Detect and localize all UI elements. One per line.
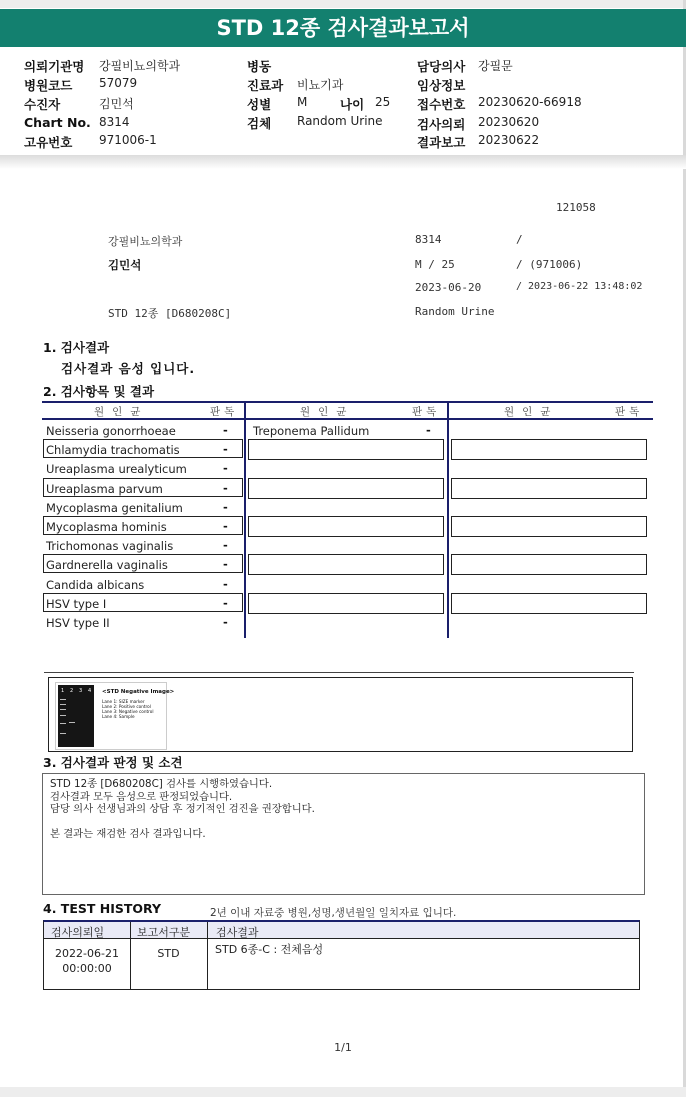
institution-value: 강필비뇨의학과: [99, 59, 181, 73]
lane-number: 4: [88, 688, 92, 694]
gel-legend-line: Lane 2: Positive control: [102, 704, 151, 709]
pathogen-result: -: [223, 615, 228, 629]
detail-birth: / (971006): [516, 258, 583, 271]
detail-id: 121058: [556, 201, 596, 214]
gel-top-rule: [44, 672, 634, 673]
window-top-frame: [0, 0, 686, 8]
history-header-row: [44, 922, 639, 939]
history-column-separator: [207, 922, 208, 990]
detail-report-time: / 2023-06-22 13:48:02: [516, 281, 643, 292]
report-title: STD 12종 검사결과보고서: [0, 9, 686, 47]
lane-number: 3: [79, 688, 83, 694]
age-value: 25: [375, 95, 391, 109]
report-label: 결과보고: [417, 135, 466, 150]
history-table: [43, 920, 640, 990]
detail-slash: /: [516, 233, 523, 246]
page-number: 1/1: [334, 1041, 352, 1054]
empty-cell: [248, 593, 444, 614]
ward-label: 병동: [247, 59, 272, 74]
doctor-value: 강필문: [478, 59, 513, 73]
opinion-line: 검사결과 모두 음성으로 판정되었습니다.: [50, 790, 233, 803]
gel-band: [60, 704, 66, 705]
pathogen-name: Gardnerella vaginalis: [46, 558, 168, 572]
age-label: 나이: [340, 97, 365, 112]
gel-band: [60, 709, 66, 710]
pathogen-result: -: [223, 500, 228, 514]
specimen-label: 검체: [247, 116, 272, 131]
receipt-value: 20230620-66918: [478, 95, 582, 109]
pathogen-name: Ureaplasma urealyticum: [46, 462, 187, 476]
gel-title: <STD Negative Image>: [102, 689, 175, 695]
detail-specimen: Random Urine: [415, 305, 495, 318]
empty-cell: [451, 478, 647, 499]
col1-pathogen-header: 원인균: [94, 406, 149, 418]
pathogen-result: -: [223, 461, 228, 475]
section1-summary: 검사결과 음성 입니다.: [61, 361, 196, 376]
pathogen-result: -: [223, 557, 228, 571]
pathogen-result: -: [223, 481, 228, 495]
sex-label: 성별: [247, 97, 272, 112]
history-type: STD: [157, 947, 180, 960]
examinee-value: 김민석: [99, 97, 134, 111]
empty-cell: [451, 554, 647, 575]
opinion-line: [50, 816, 637, 829]
detail-name: 김민석: [108, 258, 142, 272]
history-header-date: 검사의뢰일: [51, 926, 105, 939]
empty-cell: [451, 593, 647, 614]
history-header-result: 검사결과: [216, 926, 259, 939]
request-value: 20230620: [478, 115, 540, 129]
gel-band: [60, 723, 66, 724]
pathogen-name: Ureaplasma parvum: [46, 482, 163, 496]
gel-legend-line: Lane 4: Sample: [102, 714, 135, 719]
result-table: [42, 401, 653, 638]
pathogen-name: Treponema Pallidum: [253, 424, 370, 438]
examinee-label: 수진자: [24, 97, 61, 112]
gel-image-frame: [48, 677, 633, 752]
gel-legend-line: Lane 1: SIZE marker: [102, 699, 145, 704]
pathogen-name: Chlamydia trachomatis: [46, 443, 180, 457]
doctor-label: 담당의사: [417, 59, 466, 74]
opinion-line: STD 12종 [D680208C] 검사를 시행하였습니다.: [50, 778, 273, 790]
opinion-box: [42, 773, 645, 895]
header-divider: [0, 155, 686, 169]
dept-label: 진료과: [247, 78, 284, 93]
receipt-label: 접수번호: [417, 97, 466, 112]
empty-cell: [451, 439, 647, 460]
section1-title: 1. 검사결과: [43, 340, 110, 355]
history-time: 00:00:00: [62, 962, 112, 975]
history-note: 2년 이내 자료중 병원,성명,생년월일 일치자료 입니다.: [210, 907, 457, 919]
section2-title: 2. 검사항목 및 결과: [43, 384, 155, 399]
dept-value: 비뇨기과: [297, 78, 344, 92]
pathogen-name: HSV type I: [46, 597, 107, 611]
unique-label: 고유번호: [24, 135, 73, 150]
detail-test: STD 12종 [D680208C]: [108, 307, 232, 320]
section4-title: 4. TEST HISTORY: [43, 901, 162, 916]
sex-value: M: [297, 95, 308, 109]
code-value: 57079: [99, 76, 138, 90]
col2-judgment-header: 판독: [412, 406, 441, 418]
column-separator: [447, 401, 449, 638]
specimen-value: Random Urine: [297, 114, 383, 128]
pathogen-result: -: [223, 596, 228, 610]
history-header-type: 보고서구분: [137, 926, 191, 939]
pathogen-result: -: [223, 538, 228, 552]
pathogen-result: -: [223, 442, 228, 456]
lane-number: 2: [70, 688, 74, 694]
pathogen-name: Trichomonas vaginalis: [46, 539, 174, 553]
pathogen-result: -: [223, 519, 228, 533]
col2-pathogen-header: 원인균: [300, 406, 355, 418]
pathogen-name: Mycoplasma genitalium: [46, 501, 183, 515]
gel-band: [69, 722, 75, 723]
chart-value: 8314: [99, 115, 130, 129]
empty-cell: [248, 554, 444, 575]
col1-judgment-header: 판독: [210, 406, 239, 418]
section3-title: 3. 검사결과 판정 및 소견: [43, 755, 183, 770]
unique-value: 971006-1: [99, 133, 157, 147]
pathogen-name: HSV type II: [46, 616, 110, 630]
gel-electrophoresis-picture: [58, 685, 94, 747]
institution-label: 의뢰기관명: [24, 59, 85, 74]
gel-legend-line: Lane 3: Negative control: [102, 709, 154, 714]
col3-judgment-header: 판독: [615, 406, 644, 418]
detail-date: 2023-06-20: [415, 281, 482, 294]
gel-image: [55, 682, 175, 750]
pathogen-name: Mycoplasma hominis: [46, 520, 167, 534]
opinion-line: 담당 의사 선생님과의 상담 후 정기적인 검진을 권장합니다.: [50, 803, 315, 815]
pathogen-result: -: [223, 423, 228, 437]
gel-band: [60, 699, 66, 700]
detail-sex-age: M / 25: [415, 258, 455, 271]
gel-band: [60, 733, 66, 734]
clinical-label: 임상정보: [417, 78, 466, 93]
pathogen-name: Neisseria gonorrhoeae: [46, 424, 176, 438]
column-separator: [244, 401, 246, 638]
pathogen-result: -: [223, 577, 228, 591]
empty-cell: [451, 516, 647, 537]
pathogen-name: Candida albicans: [46, 578, 145, 592]
table-top-rule: [42, 401, 653, 403]
opinion-line: 본 결과는 재검한 검사 결과입니다.: [50, 828, 206, 840]
pathogen-result: -: [426, 423, 431, 437]
col3-pathogen-header: 원인균: [504, 406, 559, 418]
history-result: STD 6종-C : 전체음성: [215, 943, 324, 956]
window-bottom-frame: [0, 1087, 686, 1097]
report-value: 20230622: [478, 133, 540, 147]
request-label: 검사의뢰: [417, 117, 466, 132]
empty-cell: [248, 478, 444, 499]
detail-chart: 8314: [415, 233, 442, 246]
lane-number: 1: [61, 688, 65, 694]
empty-cell: [248, 516, 444, 537]
history-date: 2022-06-21: [55, 947, 119, 960]
chart-label: Chart No.: [24, 115, 91, 130]
gel-band: [60, 715, 66, 716]
code-label: 병원코드: [24, 78, 73, 93]
detail-hospital: 강필비뇨의학과: [108, 235, 183, 248]
empty-cell: [248, 439, 444, 460]
